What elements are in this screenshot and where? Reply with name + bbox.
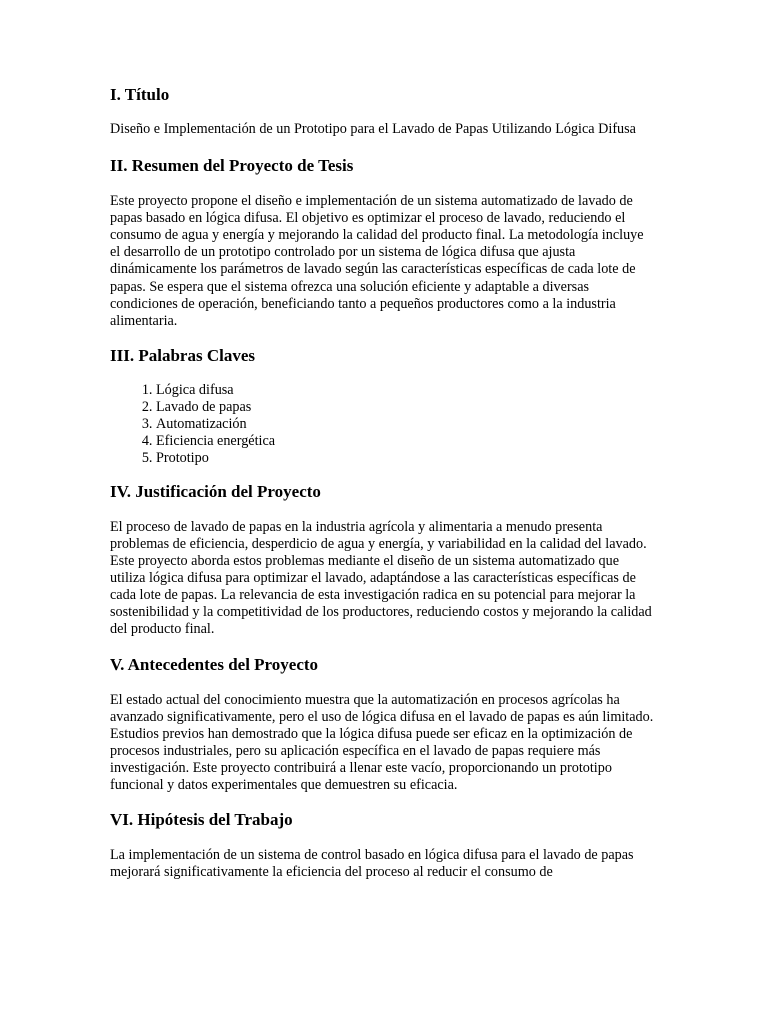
section-heading-palabras-claves: III. Palabras Claves <box>110 345 255 365</box>
section-heading-resumen: II. Resumen del Proyecto de Tesis <box>110 156 354 176</box>
titulo-text: Diseño e Implementación de un Prototipo para el Lavado de Papas Utilizando Lógica Difusa <box>110 121 636 137</box>
keywords-list <box>110 382 655 467</box>
section-heading-antecedentes: V. Antecedentes del Proyecto <box>110 654 319 674</box>
justificacion-paragraph: El proceso de lavado de papas en la industria agrícola y alimentaria a menudo presenta problemas de eficiencia, desperdicio de agua y energía, y variabilidad en la calidad del lavado. Este proyecto aborda estos problemas mediante el diseño de un sistema automatizado que utiliza lógica difusa para optimizar el lavado, adaptándose a las características específicas de cada lote de papas. La relevancia de esta investigación radica en su potencial para mejorar la sostenibilidad y la competitividad de los productores, reduciendo costos y mejorando la calidad del producto final. <box>110 518 652 638</box>
section-heading-justificacion: IV. Justificación del Proyecto <box>110 481 321 501</box>
antecedentes-paragraph: El estado actual del conocimiento muestra que la automatización en procesos agrícolas ha avanzado significativamente, pero el uso de lógica difusa en el lavado de papas es aún limitado. Estudios previos han demostrado que la lógica difusa puede ser eficaz en la optimización de procesos industriales, pero su aplicación específica en el lavado de papas requiere más investigación. Este proyecto contribuirá a llenar este vacío, proporcionando un prototipo funcional y datos experimentales que demuestren su eficacia. <box>110 691 654 793</box>
section-heading-titulo: I. Título <box>110 85 170 104</box>
hipotesis-paragraph: La implementación de un sistema de control basado en lógica difusa para el lavado de papas mejorará significativamente la eficiencia del proceso al reducir el consumo de <box>110 847 634 881</box>
resumen-paragraph: Este proyecto propone el diseño e implementación de un sistema automatizado de lavado de papas basado en lógica difusa. El objetivo es optimizar el proceso de lavado, reduciendo el consumo de agua y energía y mejorando la calidad del producto final. La metodología incluye el desarrollo de un prototipo controlado por un sistema de lógica difusa que ajusta dinámicamente los parámetros de lavado según las características específicas de cada lote de papas. Se espera que el sistema ofrezca una solución eficiente y adaptable a diversas condiciones de operación, beneficiando tanto a pequeños productores como a la industria alimentaria. <box>110 193 644 329</box>
keyword-item: 4. Eficiencia energética <box>156 433 655 450</box>
keyword-item: 3. Automatización <box>156 416 655 433</box>
document-page <box>110 84 655 881</box>
section-heading-hipotesis: VI. Hipótesis del Trabajo <box>110 810 293 830</box>
keyword-item: 2. Lavado de papas <box>156 399 655 416</box>
keyword-item: 1. Lógica difusa <box>156 382 655 399</box>
keyword-item: 5. Prototipo <box>156 450 655 467</box>
